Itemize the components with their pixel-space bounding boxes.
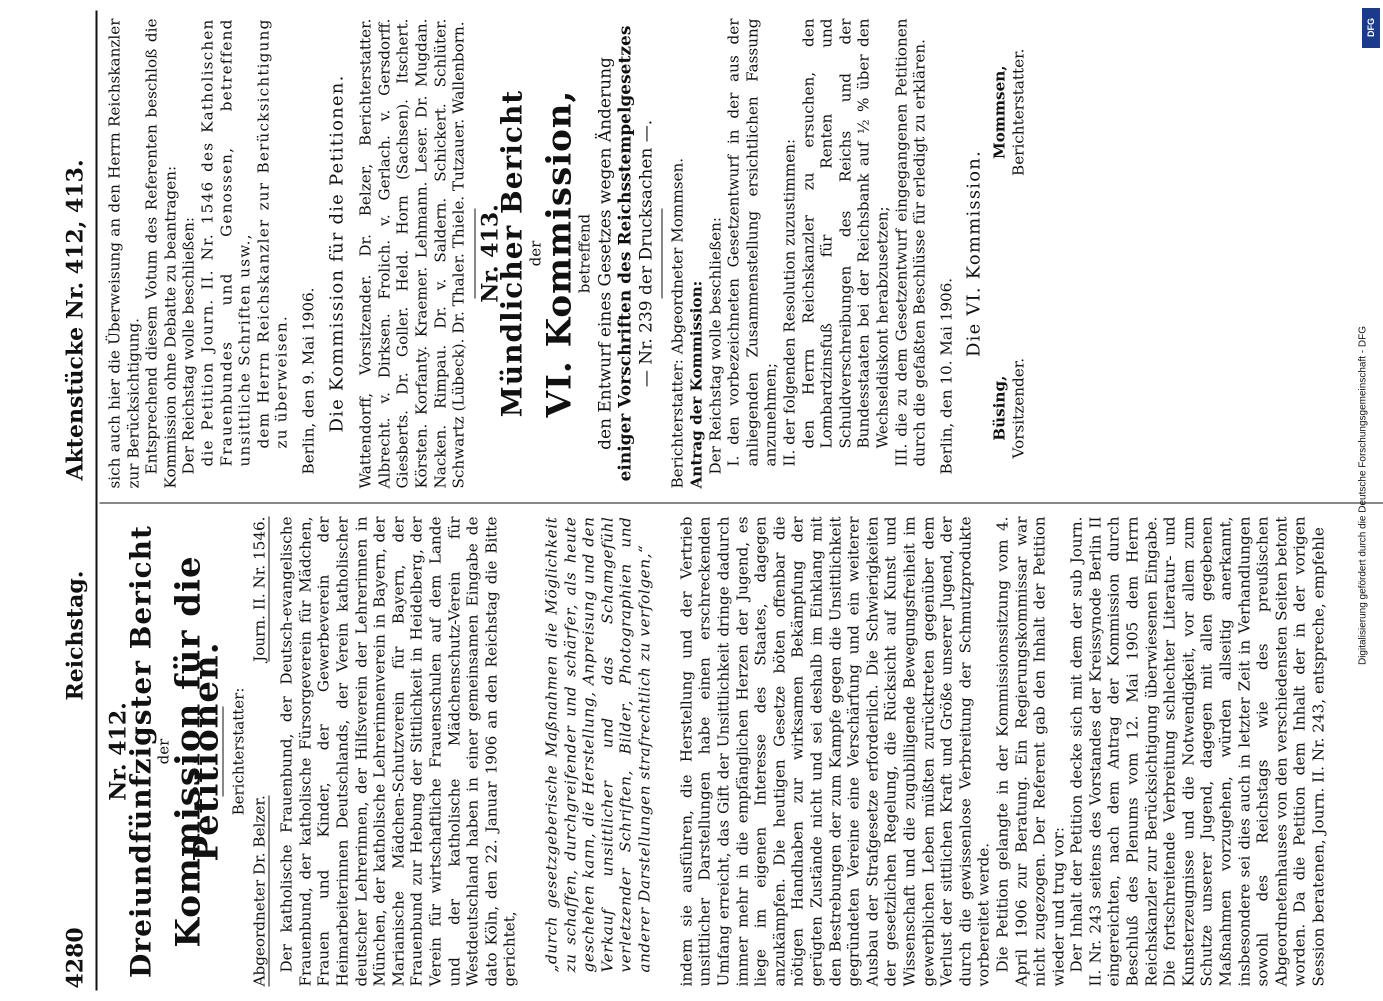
doc-number: Nr. 412. — [110, 517, 129, 987]
divider — [474, 209, 475, 299]
title-der: der — [526, 19, 545, 489]
reporter-label: Berichterstatter: — [229, 517, 248, 987]
resolution-body: die Petition Journ. II. Nr. 1546 des Katholischen Frauenbundes und Genossen, betreffend unsittliche Schriften usw., — [198, 19, 254, 489]
signature-role: Berichterstatter. — [1009, 49, 1028, 176]
paragraph: Die Petition gelangte in der Kommissionssitzung vom 4. April 1906 zur Beratung. Ein Regierungskommissar war nicht zugezogen. Der Referent gab den Inhalt der Petition wieder und trug vor: — [993, 517, 1067, 987]
date-line: Berlin, den 9. Mai 1906. — [299, 19, 318, 489]
paragraph: Der katholische Frauenbund, der Deutsch-evangelische Frauenbund, der katholische Fürsorgeverein für Mädchen, Frauen und Kinder, der Gewerbeverein der Heimarbeiterinnen Deutschlands, der Verein katholischer deutscher Lehrerinnen, der Hilfsverein der Lehrerinnen in München, der katholische Lehrerinnenverein in Bayern, der Marianische Mädchen-Schutzverein für Bayern, der Frauenbund zur Hebung der Sittlichkeit in Heidelberg, der Verein für wirtschaftliche Frauenschulen auf dem Lande und der katholische Mädchenschutz-Verein für Westdeutschland haben in einer gemeinsamen Eingabe de dato Köln, den 22. Januar 1906 an den Reichstag die Bitte gerichtet, — [278, 517, 520, 987]
side-credit — [1343, 0, 1383, 1000]
resolution-end: dem Herrn Reichskanzler zur Berücksichtigung zu überweisen. — [254, 19, 291, 489]
date-line: Berlin, den 10. Mai 1906. — [937, 19, 956, 489]
reporter-name: Abgeordneter Dr. Belzer. — [250, 795, 270, 986]
running-header: Reichstag. — [63, 571, 93, 701]
doc-number: Nr. 413. — [481, 19, 500, 489]
right-column — [106, 19, 1028, 489]
reporter-line: Berichterstatter: Abgeordneter Mommsen. — [669, 19, 688, 489]
motion-item: II. der folgenden Resolution zuzustimmen: — [781, 19, 800, 489]
commission-signature: Die VI. Kommission. — [966, 19, 985, 489]
subject-line: einiger Vorschriften des Reichsstempelgesetzes — [617, 19, 636, 489]
signature-right — [990, 49, 1027, 176]
antrag-label: Antrag der Kommission: — [688, 19, 707, 489]
signatures — [986, 19, 1027, 489]
page-number: 4280 — [63, 927, 93, 988]
dfg-logo: DFG — [1362, 8, 1380, 48]
commission-title: VI. Kommission, — [551, 19, 570, 489]
petition-quote: „durch gesetzgeberische Maßnahmen die Möglichkeit zu schaffen, durchgreifender und schärfer, als heute geschehen kann, die Herstellung, Anpreisung und den Verkauf unsittlicher und das Schamgefühl verletzender Schriften, Bilder, Photographien und anderer Darstellungen strafrechtlich zu verfolgen,“ — [543, 517, 655, 987]
betreffend: betreffend — [576, 19, 595, 489]
member-list: Wattendorff, Vorsitzender. Dr. Belzer, Berichterstatter. Albrecht. v. Dirksen. Frolich. v. Gerlach. v. Gersdorff. Giesberts. Dr. Goller. Held. Horn (Sachsen). Itschert. Körsten. Korfanty. Kraemer. Lehmann. Leser. Dr. Mugdan. Nacken. Rimpau. Dr. v. Saldern. Schickert. Schlüter. Schwartz (Lübeck). Dr. Thaler. Thiele. Tutzauer. Wallenborn. — [357, 19, 469, 489]
divider — [662, 209, 663, 299]
report-title: Dreiundfünfzigster Bericht — [132, 517, 151, 987]
paragraph: Der Inhalt der Petition decke sich mit dem der sub Journ. II. Nr. 243 seitens des Vorstandes der Kreissynode Berlin II eingereichten, nach dem Antrag der Kommission durch Beschluß des Plenums vom 12. Mai 1905 dem Herrn Reichskanzler zur Berücksichtigung überwiesenen Eingabe. Die fortschreitende Verbreitung schlechter Literatur- und Kunsterzeugnisse und die Notwendigkeit, vor allem zum Schutze unserer Jugend, dagegen mit allen gegebenen Maßnahmen vorzugehen, würden allseitig anerkannt, insbesondere sei dies auch in letzter Zeit in Verhandlungen sowohl des Reichstags wie des preußischen Abgeordnetenhauses von den verschiedensten Seiten betont worden. Da die Petition dem Inhalt der in der vorigen Session beratenen, Journ. II. Nr. 243, entspreche, empfehle — [1068, 517, 1328, 987]
subject-line: den Entwurf eines Gesetzes wegen Änderung — [596, 19, 615, 489]
resolution-intro: Der Reichstag wolle beschließen: — [180, 19, 199, 489]
motion-item: III. die zu dem Gesetzentwurf eingegangenen Petitionen durch die gefaßten Beschlüsse für erledigt zu erklären. — [892, 19, 929, 489]
signature-name: Büsing, — [990, 358, 1009, 459]
subject-line: — Nr. 239 der Drucksachen —. — [637, 19, 656, 489]
resolution-intro: Der Reichstag wolle beschließen: — [706, 19, 725, 489]
left-column — [106, 517, 1329, 987]
document-page — [0, 1, 1383, 1001]
signature-role: Vorsitzender. — [1009, 358, 1028, 459]
signature-name: Mommsen, — [990, 49, 1009, 176]
journal-ref: Journ. II. Nr. 1546. — [250, 517, 270, 662]
motion-item-body: den Herrn Reichskanzler zu ersuchen, den Lombardzinsfuß für Renten und Schuldverschreibungen des Reichs und der Bundesstaaten bei der Reichsbank auf ½ % über den Wechseldiskont herabzusetzen; — [799, 19, 892, 489]
title-der: der — [155, 517, 174, 987]
commission-title: Kommission für die Petitionen. — [179, 517, 216, 987]
column-divider — [100, 503, 1383, 504]
signature-left — [990, 358, 1027, 459]
commission-signature: Die Kommission für die Petitionen. — [328, 19, 347, 489]
paragraph: Entsprechend diesem Votum des Referenten beschloß die Kommission ohne Debatte zu beantragen: — [143, 19, 180, 489]
report-title: Mündlicher Bericht — [504, 19, 523, 489]
motion-item: I. den vorbezeichneten Gesetzentwurf in der aus der anliegenden Zusammenstellung ersichtlichen Fassung anzunehmen; — [725, 19, 781, 489]
header-rule — [96, 11, 98, 991]
reporter-row — [250, 517, 270, 987]
paragraph: indem sie ausführen, die Herstellung und der Vertrieb unsittlicher Darstellungen habe einen erschreckenden Umfang erreicht, das Gift der Unsittlichkeit dringe dadurch immer mehr in die empfänglichen Herzen der Jugend, es liege im eigenen Interesse des Staates, dagegen anzukämpfen. Die heutigen Gesetze böten offenbar die nötigen Handhaben zur wirksamen Bekämpfung der gerügten Zustände nicht und sei deshalb im Einklang mit den Bestrebungen der zum Kampfe gegen die Unsittlichkeit gegründeten Vereine eine Verschärfung und ein weiterer Ausbau der Strafgesetze erforderlich. Die Schwierigkeiten der gesetzlichen Regelung, die Rücksicht auf Kunst und Wissenschaft und die zugubilligende Bewegungsfreiheit im gewerblichen Leben müßten zurücktreten gegenüber dem Verlust der sittlichen Kraft und Größe unserer Jugend, der durch die gewissenlose Verbreitung der Schmutzprodukte vorbereitet werde. — [677, 517, 993, 987]
running-header-right: Aktenstücke Nr. 412, 413. — [63, 159, 93, 480]
paragraph: sich auch hier die Überweisung an den Herrn Reichskanzler zur Berücksichtigung. — [106, 19, 143, 489]
credit-text: Digitalisierung gefördert durch die Deutsche Forschungsgemeinschaft - DFG — [1358, 76, 1369, 916]
